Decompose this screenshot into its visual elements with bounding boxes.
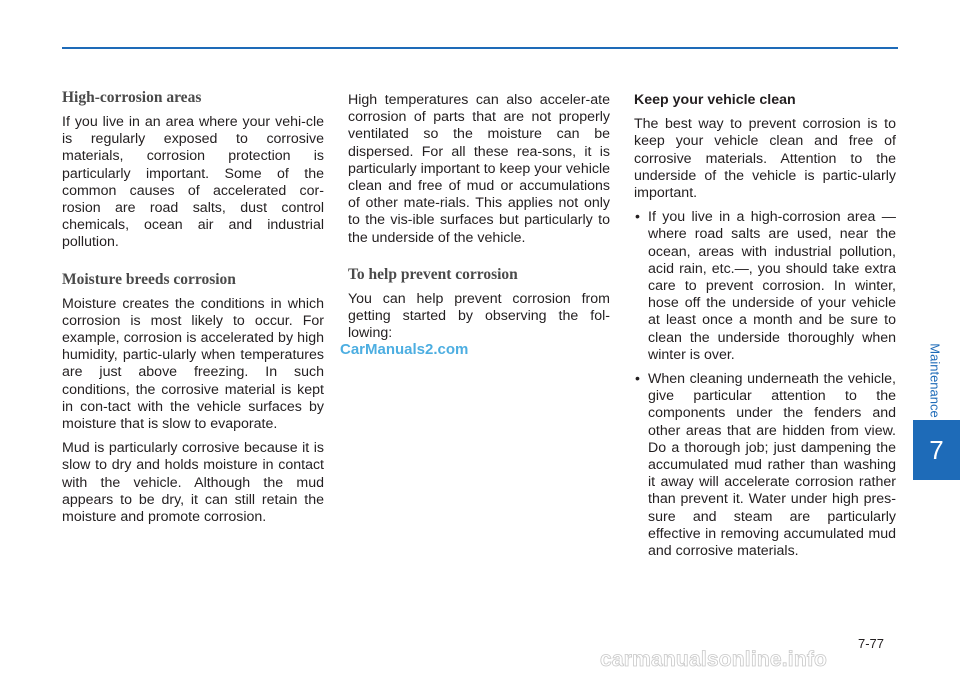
section-heading-moisture: Moisture breeds corrosion — [62, 270, 236, 288]
paragraph: High temperatures can also acceler-ate corrosion of parts that are not properly ventilated so the moisture can be dispersed. For all these rea-sons, it is particularly important to keep your vehicle clean and free of mud or accumulations of other mate-rials. This applies not only to the vis-ible surfaces but particularly to the underside of the vehicle. — [348, 92, 610, 246]
section-side-label: Maintenance — [927, 342, 943, 418]
column-3 — [634, 92, 896, 567]
watermark-top: CarManuals2.com — [340, 341, 469, 358]
header-rule — [62, 47, 898, 49]
column-2 — [348, 92, 610, 349]
section-heading-prevent-corrosion: To help prevent corrosion — [348, 265, 518, 283]
bullet-item: • If you live in a high-corrosion area — where road salts are used, near the ocean, areas with industrial pollution, acid rain, etc.—, you should take extra care to prevent corrosion. In winter, hose off the underside of your vehicle at least once a month and be sure to clean the underside thoroughly when winter is over. — [634, 209, 896, 364]
watermark-bottom: carmanualsonline.info — [600, 648, 828, 671]
chapter-number: 7 — [929, 434, 944, 465]
section-heading-keep-clean: Keep your vehicle clean — [634, 92, 796, 108]
bullet-list — [634, 209, 896, 560]
paragraph: The best way to prevent corrosion is to keep your vehicle clean and free of corrosive materials. Attention to the underside of the vehicle is partic-ularly important. — [634, 116, 896, 202]
column-1 — [62, 88, 324, 533]
paragraph: Moisture creates the conditions in which corrosion is most likely to occur. For example, corrosion is accelerated by high humidity, partic-ularly when temperatures are just above freezing. In such conditions, the corrosive material is kept in con-tact with the vehicle surfaces by moisture that is slow to evaporate. — [62, 295, 324, 433]
page-number: 7-77 — [858, 636, 885, 651]
section-heading-high-corrosion: High-corrosion areas — [62, 89, 202, 106]
paragraph: You can help prevent corrosion from getting started by observing the fol-lowing: — [348, 290, 610, 342]
bullet-item: • When cleaning underneath the vehicle, give particular attention to the components under the fenders and other areas that are hidden from view. Do a thorough job; just dampening the accumulated mud rather than washing it away will accelerate corrosion rather than prevent it. Water under high pres-sure and steam are particularly effective in removing accumulated mud and corrosive materials. — [634, 371, 896, 560]
paragraph: Mud is particularly corrosive because it is slow to dry and holds moisture in contact with the vehicle. Although the mud appears to be dry, it can still retain the moisture and promote corrosion. — [62, 440, 324, 526]
chapter-tab — [913, 420, 960, 480]
paragraph: If you live in an area where your vehi-cle is regularly exposed to corrosive materials, corrosion protection is particularly important. Some of the common causes of accelerated cor-rosion are road salts, dust control chemicals, ocean air and industrial pollution. — [62, 114, 324, 251]
